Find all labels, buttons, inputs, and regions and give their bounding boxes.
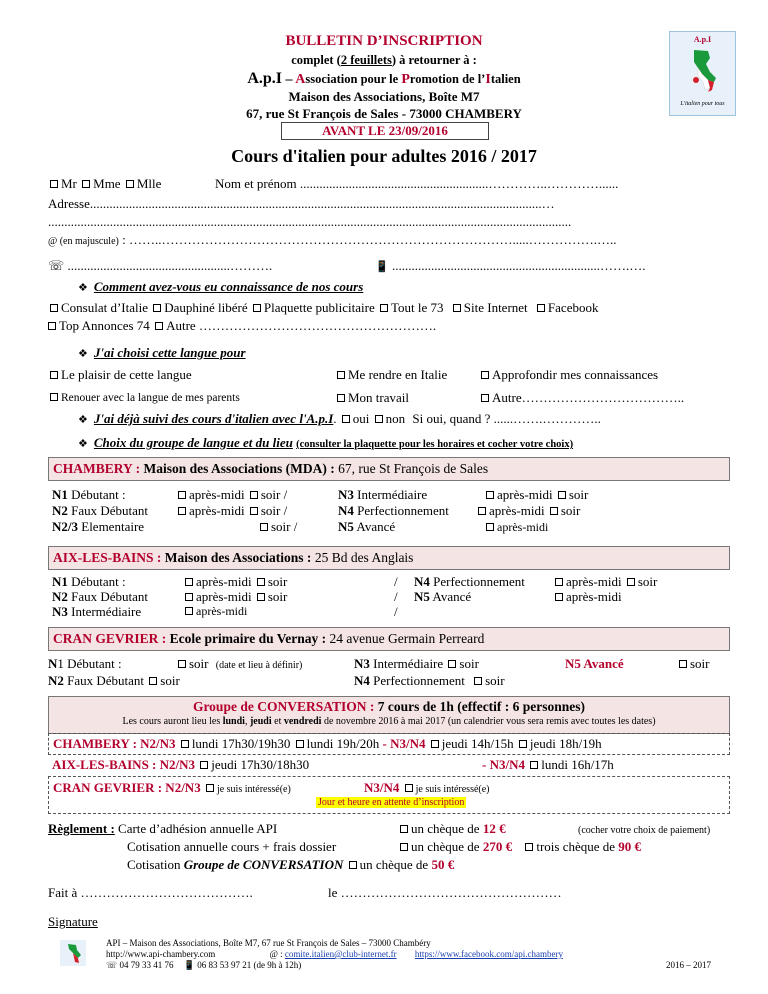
pending-notice: Jour et heure en attente d’inscription [318, 797, 465, 808]
checkbox-aix-n3-am[interactable] [185, 607, 193, 615]
checkbox-mr[interactable] [50, 180, 58, 188]
checkbox-plaisir[interactable] [50, 371, 58, 379]
reason-travail: Mon travail [335, 390, 409, 406]
checkbox-chy-n23-soir[interactable] [260, 523, 268, 531]
footer-year: 2016 – 2017 [666, 960, 711, 970]
checkbox-non[interactable] [375, 415, 383, 423]
checkbox-approfondir[interactable] [481, 371, 489, 379]
cran-n1: N1 Débutant : [48, 656, 122, 671]
email-field[interactable]: @ (en majuscule) : ……..……………………………………………………………………….....…………….….. [48, 232, 617, 247]
chambery-banner: CHAMBERY : Maison des Associations (MDA) : 67, rue St François de Sales [48, 457, 730, 481]
reason-approfondir: Approfondir mes connaissances [479, 367, 658, 383]
name-field[interactable]: Nom et prénom ..........................................................…………..…………...... [215, 176, 619, 191]
checkbox-aix-n1-am[interactable] [185, 578, 193, 586]
checkbox-consulat[interactable] [50, 304, 58, 312]
checkbox-cran-n3-soir[interactable] [448, 660, 456, 668]
checkbox-chy-n4-am[interactable] [478, 507, 486, 515]
payment-note: (cocher votre choix de paiement) [578, 825, 711, 836]
checkbox-chy-n5-am[interactable] [486, 523, 494, 531]
api-logo: A.p.I L'italien pour tous [669, 31, 736, 116]
diamond-bullet-icon: ❖ [78, 414, 88, 426]
address-line-2: 67, rue St François de Sales - 73000 CHAMBERY [246, 106, 522, 121]
previous-when-field[interactable]: Si oui, quand ? ......…….………….. [412, 411, 601, 426]
checkbox-cran-n2-soir[interactable] [149, 677, 157, 685]
return-line: complet (2 feuillets) à retourner à : [291, 53, 477, 67]
checkbox-conv-aix-lundi[interactable] [530, 761, 538, 769]
payment-option-12: un chèque de 12 € [398, 821, 506, 837]
group-choice-heading: ❖ Choix du groupe de langue et du lieu (consulter la plaquette pour les horaires et cocher votre choix) [78, 435, 574, 450]
checkbox-conv-aix-jeudi[interactable] [200, 761, 208, 769]
chambery-slots-left: après-midi soir / après-midi soir / soir / [176, 487, 297, 535]
checkbox-cran-n5-soir[interactable] [679, 660, 687, 668]
footer-block: API – Maison des Associations, Boîte M7, 67 rue St François de Sales – 73000 Chambéry http://www.api-chambery.com @ : comite.italien@club-internet.fr https://www.facebook.com/api.chambery ☏ 04 79 33 41 76 📱 06 83 53 97 21 (de 9h à 12h) [106, 938, 563, 970]
reason-italie: Me rendre en Italie [335, 367, 447, 383]
checkbox-mlle[interactable] [126, 180, 134, 188]
checkbox-cran-n4-soir[interactable] [474, 677, 482, 685]
civility-options: Mr Mme Mlle [48, 176, 161, 192]
checkbox-plaquette[interactable] [253, 304, 261, 312]
address-line-1: Maison des Associations, Boîte M7 [288, 89, 480, 104]
signature-label: Signature [48, 914, 98, 929]
conversation-chambery-row: CHAMBERY : N2/N3 lundi 17h30/19h30 lundi 19h/20h - N3/N4 jeudi 14h/15h jeudi 18h/19h [48, 733, 730, 755]
knowledge-options-row-2: Top Annonces 74 Autre ………………………………………………. [48, 318, 436, 334]
payment-line-1: Règlement : Carte d’adhésion annuelle API [48, 821, 278, 836]
checkbox-chy-n1-soir[interactable] [250, 491, 258, 499]
checkbox-chy-n2-am[interactable] [178, 507, 186, 515]
cran-n1-slot: soir (date et lieu à définir) [176, 656, 302, 672]
checkbox-site-internet[interactable] [453, 304, 461, 312]
checkbox-mme[interactable] [82, 180, 90, 188]
payment-line-2: Cotisation annuelle cours + frais dossier [127, 839, 337, 854]
checkbox-conv-cran-n34[interactable] [405, 784, 413, 792]
diamond-bullet-icon: ❖ [78, 282, 88, 294]
aix-banner: AIX-LES-BAINS : Maison des Associations : 25 Bd des Anglais [48, 546, 730, 570]
reason-heading: ❖ J'ai choisi cette langue pour [78, 345, 246, 360]
phone-icon: ☏ [48, 258, 65, 273]
chambery-levels-left: N1 Débutant : N2 Faux Débutant N2/3 Elementaire [52, 487, 149, 534]
knowledge-heading: ❖ Comment avez-vous eu connaissance de nos cours [78, 279, 364, 294]
italy-map-icon [688, 48, 718, 94]
footer-email-link[interactable]: comite.italien@club-internet.fr [284, 949, 397, 959]
previous-courses: ❖ J'ai déjà suivi des cours d'italien avec l'A.p.I. oui non Si oui, quand ? ......…….………….. [78, 411, 601, 426]
footer-facebook-link[interactable]: https://www.facebook.com/api.chambery [414, 949, 563, 959]
reason-plaisir: Le plaisir de cette langue [48, 367, 192, 383]
checkbox-conv-chy-jeudi-18[interactable] [519, 740, 527, 748]
conversation-banner: Groupe de CONVERSATION : 7 cours de 1h (effectif : 6 personnes) Les cours auront lieu les lundi, jeudi et vendredi de novembre 2016 à mai 2017 (un calendrier vous sera remis avec toutes les dates) [48, 696, 730, 734]
cran-n4: N4 Perfectionnement soir [354, 673, 505, 688]
aix-slots-right: après-midi soir après-midi [553, 574, 657, 604]
date-field[interactable]: le …………………………………………… [328, 885, 562, 900]
footer-website-link[interactable]: http://www.api-chambery.com [106, 949, 216, 959]
checkbox-conv-chy-jeudi-14[interactable] [431, 740, 439, 748]
diamond-bullet-icon: ❖ [78, 438, 88, 450]
phone-field[interactable]: ☏ ..................................................………. [48, 258, 273, 273]
api-footer-logo-icon [60, 940, 86, 966]
checkbox-chy-n4-soir[interactable] [550, 507, 558, 515]
payment-line-3: Cotisation Groupe de CONVERSATION un chèque de 50 € [127, 857, 455, 872]
conversation-cran-row: CRAN GEVRIER : N2/N3 je suis intéressé(e) N3/N4 je suis intéressé(e) Jour et heure en attente d’inscription [48, 776, 730, 814]
checkbox-rendre-italie[interactable] [337, 371, 345, 379]
aix-levels-right: N4 Perfectionnement N5 Avancé [414, 574, 525, 604]
association-name: A.p.I – Association pour le Promotion de l’Italien [247, 70, 521, 87]
aix-levels-left: N1 Débutant : N2 Faux Débutant N3 Intermédiaire [52, 574, 149, 619]
cran-n5-slot: soir [677, 656, 710, 672]
aix-slots-left: après-midi soir après-midi soir après-midi [183, 574, 287, 619]
checkbox-conv-chy-lundi-1730[interactable] [181, 740, 189, 748]
aix-separators: / / / [394, 574, 398, 619]
reason-autre: Autre……………………………….. [479, 390, 684, 406]
cran-n5: N5 Avancé [565, 656, 624, 671]
reason-parents: Renouer avec la langue de mes parents [48, 392, 240, 404]
deadline-box: AVANT LE 23/09/2016 [281, 122, 489, 140]
checkbox-cran-n1-soir[interactable] [178, 660, 186, 668]
payment-option-270: un chèque de 270 € trois chèque de 90 € [398, 839, 641, 855]
checkbox-aix-n4-am[interactable] [555, 578, 563, 586]
checkbox-tout-le-73[interactable] [380, 304, 388, 312]
address-field[interactable]: Adresse...........................................................................................................................................… [48, 196, 555, 211]
conversation-aix-row: AIX-LES-BAINS : N2/N3 jeudi 17h30/18h30 - N3/N4 lundi 16h/17h [52, 757, 614, 772]
checkbox-chy-n3-am[interactable] [486, 491, 494, 499]
fait-a-field[interactable]: Fait à …………………………………. [48, 885, 253, 900]
footer-phone: ☏ 04 79 33 41 76 [106, 960, 174, 970]
course-title: Cours d'italien pour adultes 2016 / 2017 [231, 146, 537, 166]
checkbox-pay-12[interactable] [400, 825, 408, 833]
checkbox-pay-270[interactable] [400, 843, 408, 851]
checkbox-top-annonces[interactable] [48, 322, 56, 330]
knowledge-options-row-1: Consulat d’Italie Dauphiné libéré Plaquette publicitaire Tout le 73 Site Internet Facebook [48, 300, 598, 316]
checkbox-aix-n5-am[interactable] [555, 593, 563, 601]
chambery-slots-right: après-midi soir après-midi soir après-midi [476, 487, 588, 535]
checkbox-chy-n3-soir[interactable] [558, 491, 566, 499]
cran-n2: N2 Faux Débutant soir [48, 673, 180, 688]
mobile-phone-icon: 📱 [375, 261, 389, 273]
cran-n3: N3 Intermédiaire soir [354, 656, 479, 671]
checkbox-autre-source[interactable] [155, 322, 163, 330]
checkbox-dauphine[interactable] [153, 304, 161, 312]
checkbox-conv-chy-lundi-19[interactable] [296, 740, 304, 748]
checkbox-parents[interactable] [50, 393, 58, 401]
mobile-field[interactable]: 📱 ................................................................…….…. [375, 258, 646, 273]
checkbox-aix-n1-soir[interactable] [257, 578, 265, 586]
checkbox-aix-n2-am[interactable] [185, 593, 193, 601]
checkbox-chy-n1-am[interactable] [178, 491, 186, 499]
checkbox-aix-n2-soir[interactable] [257, 593, 265, 601]
checkbox-chy-n2-soir[interactable] [250, 507, 258, 515]
checkbox-aix-n4-soir[interactable] [627, 578, 635, 586]
checkbox-facebook[interactable] [537, 304, 545, 312]
footer-mobile: 📱 06 83 53 97 21 (de 9h à 12h) [183, 960, 302, 970]
address-field-2[interactable]: ................................................................................................................................................................. [48, 214, 572, 229]
form-title: BULLETIN D’INSCRIPTION [285, 33, 483, 49]
checkbox-travail[interactable] [337, 394, 345, 402]
checkbox-oui[interactable] [342, 415, 350, 423]
diamond-bullet-icon: ❖ [78, 348, 88, 360]
checkbox-pay-3x90[interactable] [525, 843, 533, 851]
cran-banner: CRAN GEVRIER : Ecole primaire du Vernay : 24 avenue Germain Perreard [48, 627, 730, 651]
checkbox-pay-50[interactable] [349, 861, 357, 869]
checkbox-conv-cran-n23[interactable] [206, 784, 214, 792]
checkbox-autre-raison[interactable] [481, 394, 489, 402]
chambery-levels-right: N3 Intermédiaire N4 Perfectionnement N5 Avancé [338, 487, 449, 534]
